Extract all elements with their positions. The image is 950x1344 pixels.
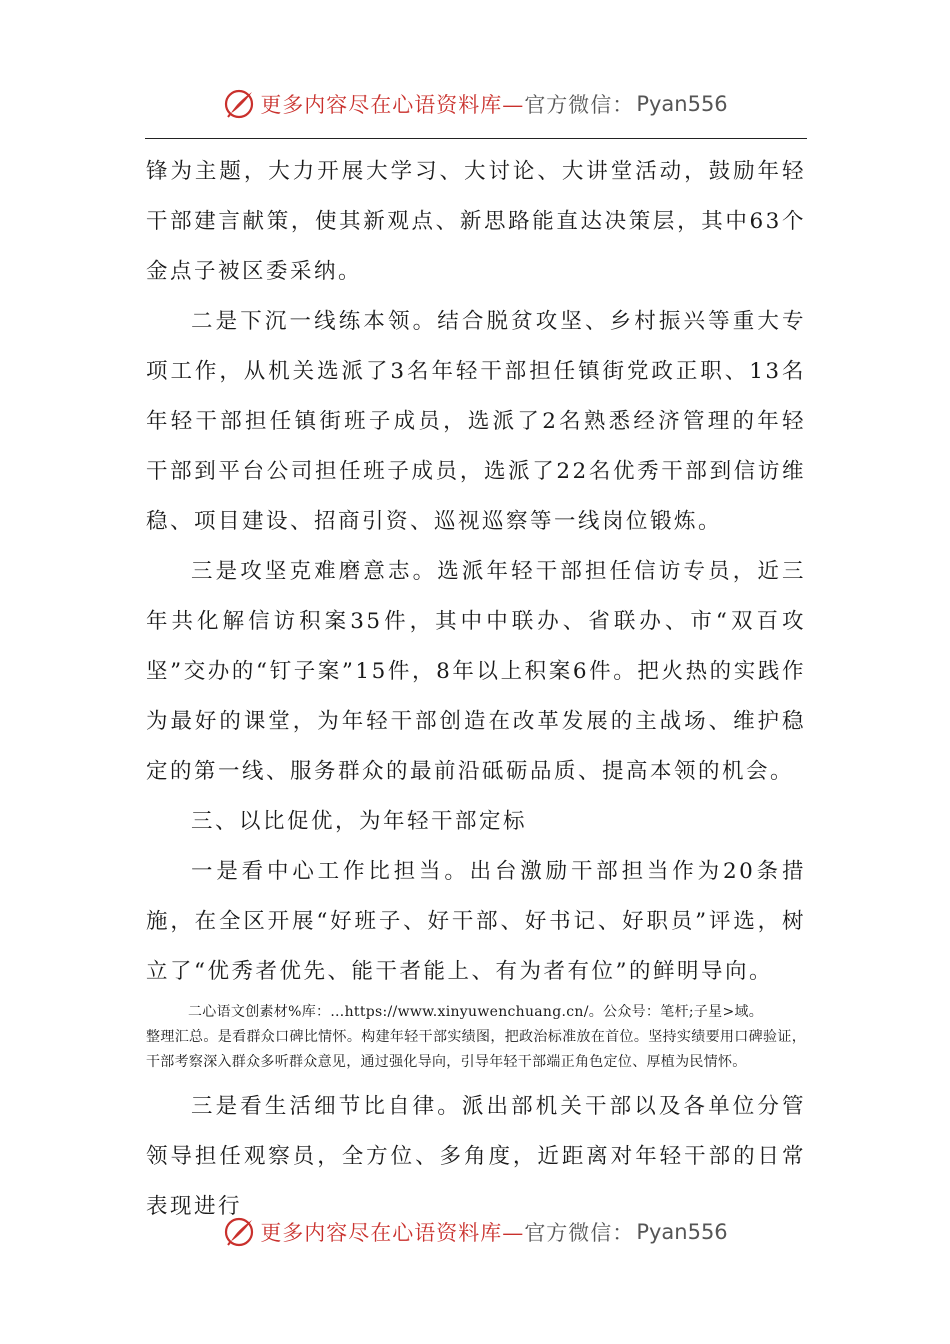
footer-wechat-label: 官方微信： <box>524 1221 635 1245</box>
quill-logo-icon <box>222 1215 256 1249</box>
header-wechat-id: Pyan556 <box>636 92 728 116</box>
note-source-line: 二心语文创素材%库：…https://www.xinyuwenchuang.cn/。公众号：笔杆;子星>域。 <box>188 1004 764 1020</box>
footer-brand: 更多内容尽在心语资料库— <box>260 1221 525 1245</box>
header-banner <box>0 84 950 124</box>
paragraph-frontline-training: 二是下沉一线练本领。结合脱贫攻坚、乡村振兴等重大专项工作，从机关选派了3名年轻干部担任镇街党政正职、13名年轻干部担任镇街班子成员，选派了2名熟悉经济管理的年轻干部到平台公司担任班子成员，选派了22名优秀干部到信访维稳、项目建设、招商引资、巡视巡察等一线岗位锻炼。 <box>146 309 806 534</box>
header-wechat-label: 官方微信： <box>524 93 635 117</box>
document-body <box>146 147 806 1232</box>
paragraph-self-discipline: 三是看生活细节比自律。派出部机关干部以及各单位分管领导担任观察员，全方位、多角度，近距离对年轻干部的日常表现进行 <box>146 1094 806 1219</box>
section-heading: 三、以比促优，为年轻干部定标 <box>191 809 528 834</box>
footer-wechat-id: Pyan556 <box>636 1220 728 1244</box>
paragraph-central-work: 一是看中心工作比担当。出台激励干部担当作为20条措施，在全区开展“好班子、好干部、好书记、好职员”评选，树立了“优秀者优先、能干者能上、有为者有位”的鲜明导向。 <box>146 859 806 984</box>
quill-logo-icon <box>222 87 256 121</box>
small-print-note <box>146 1000 806 1075</box>
header-brand: 更多内容尽在心语资料库— <box>260 93 525 117</box>
footer-banner <box>0 1212 950 1252</box>
paragraph-overcome-difficulties: 三是攻坚克难磨意志。选派年轻干部担任信访专员，近三年共化解信访积案35件，其中中联办、省联办、市“双百攻坚”交办的“钉子案”15件，8年以上积案6件。把火热的实践作为最好的课堂，为年轻干部创造在改革发展的主战场、维护稳定的第一线、服务群众的最前沿砥砺品质、提高本领的机会。 <box>146 559 806 784</box>
paragraph-continued: 锋为主题，大力开展大学习、大讨论、大讲堂活动，鼓励年轻干部建言献策，使其新观点、新思路能直达决策层，其中63个金点子被区委采纳。 <box>146 159 806 284</box>
note-body: 整理汇总。是看群众口碑比情怀。构建年轻干部实绩图，把政治标准放在首位。坚持实绩要用口碑验证，干部考察深入群众多听群众意见，通过强化导向，引导年轻干部端正角色定位、厚植为民情怀。 <box>146 1029 806 1070</box>
header-divider <box>145 138 807 139</box>
